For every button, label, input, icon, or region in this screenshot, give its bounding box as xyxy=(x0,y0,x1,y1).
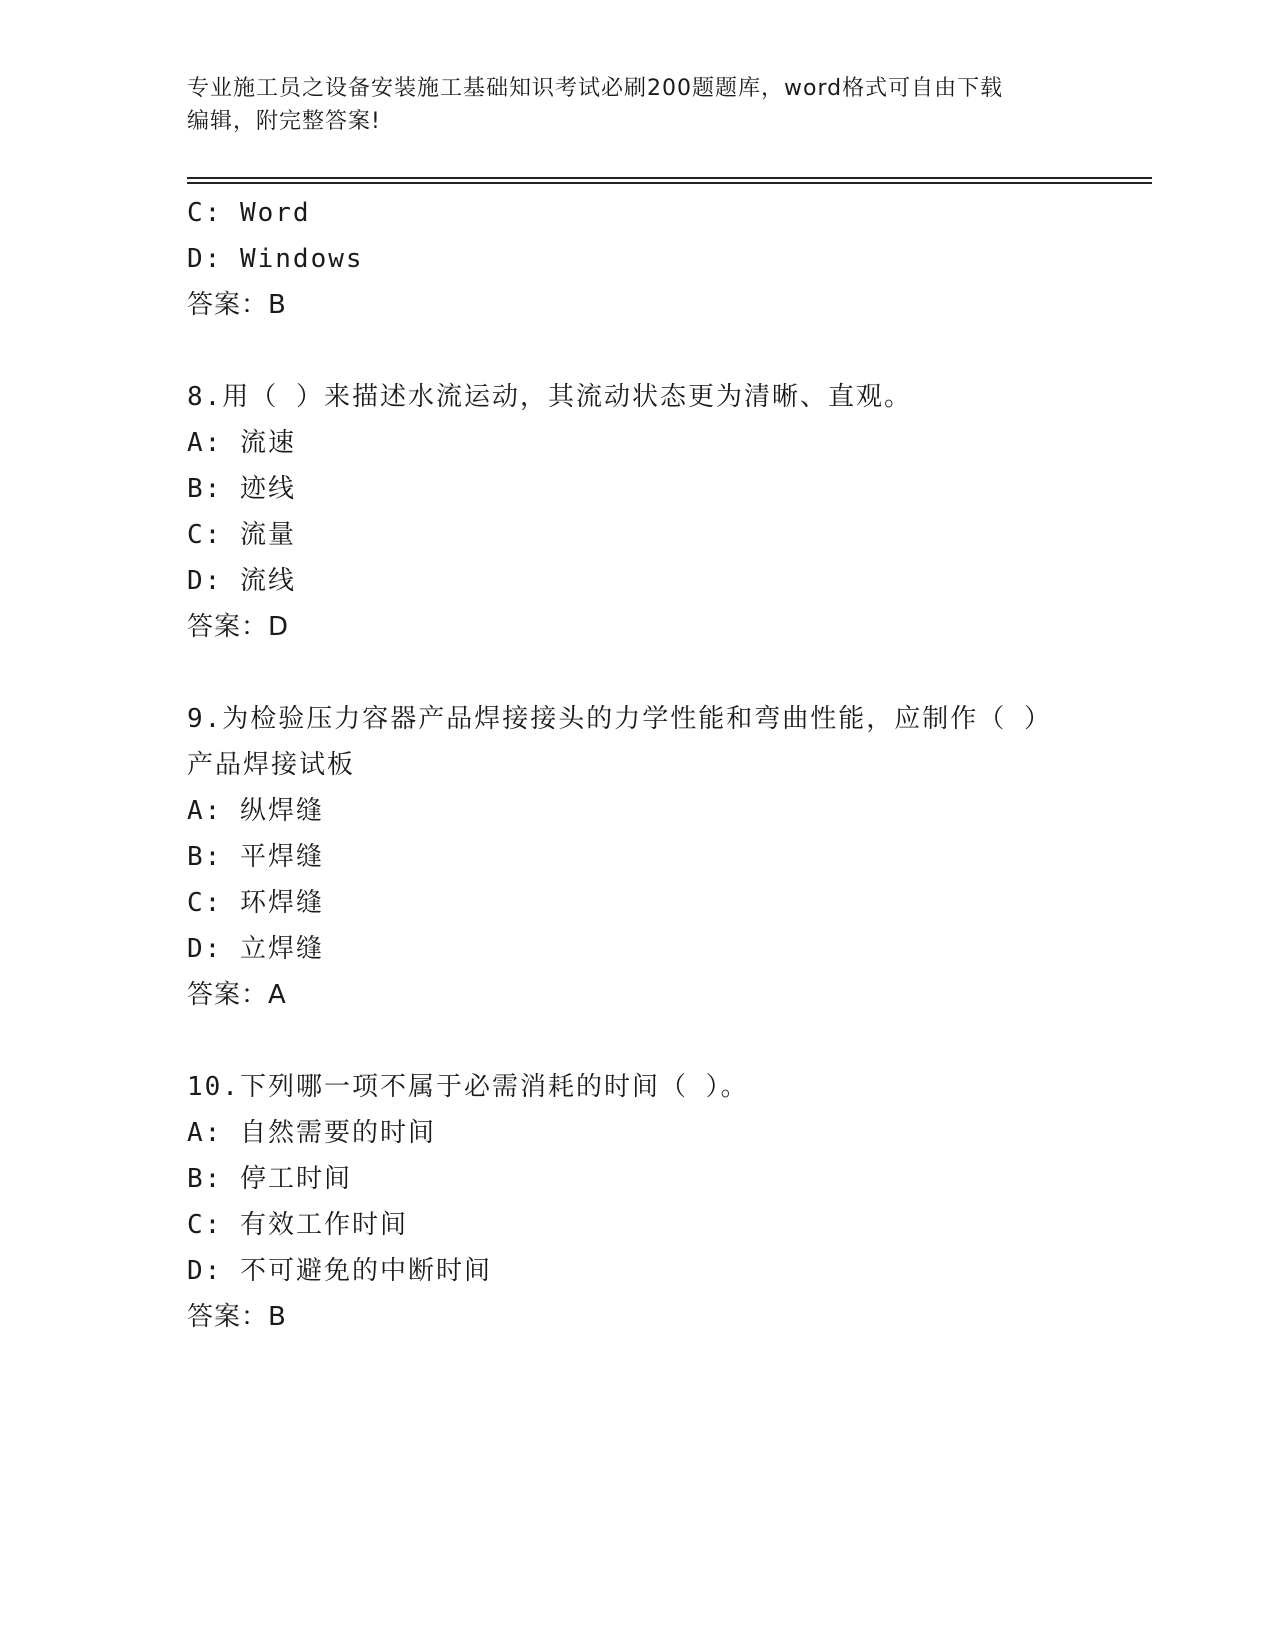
header-rule-top xyxy=(187,177,1152,179)
header-line-1: 专业施工员之设备安装施工基础知识考试必刷200题题库，word格式可自由下载 xyxy=(187,76,1004,101)
spacer xyxy=(187,1018,1152,1064)
q7-option-c: C: Word xyxy=(187,198,311,228)
q10-option-a: A: 自然需要的时间 xyxy=(187,1118,436,1148)
q10-option-b: B: 停工时间 xyxy=(187,1164,352,1194)
q10-answer: 答案：B xyxy=(187,1302,287,1332)
q8-option-a: A: 流速 xyxy=(187,428,296,458)
q9-option-d: D: 立焊缝 xyxy=(187,934,324,964)
q8-option-c: C: 流量 xyxy=(187,520,296,550)
q8-question: 8.用（ ）来描述水流运动，其流动状态更为清晰、直观。 xyxy=(187,382,912,412)
q9-question-line-2: 产品焊接试板 xyxy=(187,750,356,780)
header-line-2: 编辑，附完整答案! xyxy=(187,109,381,134)
spacer xyxy=(187,328,1152,374)
question-10-block xyxy=(187,1064,1152,1340)
q7-option-d: D: Windows xyxy=(187,244,364,274)
q8-answer: 答案：D xyxy=(187,612,290,642)
header-rule-bottom xyxy=(187,182,1152,184)
q9-option-c: C: 环焊缝 xyxy=(187,888,324,918)
q7-answer: 答案：B xyxy=(187,290,287,320)
q9-option-a: A: 纵焊缝 xyxy=(187,796,324,826)
spacer xyxy=(187,650,1152,696)
q10-option-c: C: 有效工作时间 xyxy=(187,1210,408,1240)
q9-question-line-1: 9.为检验压力容器产品焊接接头的力学性能和弯曲性能，应制作（ ） xyxy=(187,704,1052,734)
q10-question: 10.下列哪一项不属于必需消耗的时间（ ）。 xyxy=(187,1072,749,1102)
question-9-block xyxy=(187,696,1152,1018)
q9-answer: 答案：A xyxy=(187,980,287,1010)
document-header xyxy=(187,72,1087,138)
q10-option-d: D: 不可避免的中断时间 xyxy=(187,1256,492,1286)
question-8-block xyxy=(187,374,1152,650)
q8-option-d: D: 流线 xyxy=(187,566,296,596)
question-list xyxy=(187,190,1152,1340)
q8-option-b: B: 迹线 xyxy=(187,474,296,504)
question-7-block xyxy=(187,190,1152,328)
q9-option-b: B: 平焊缝 xyxy=(187,842,324,872)
